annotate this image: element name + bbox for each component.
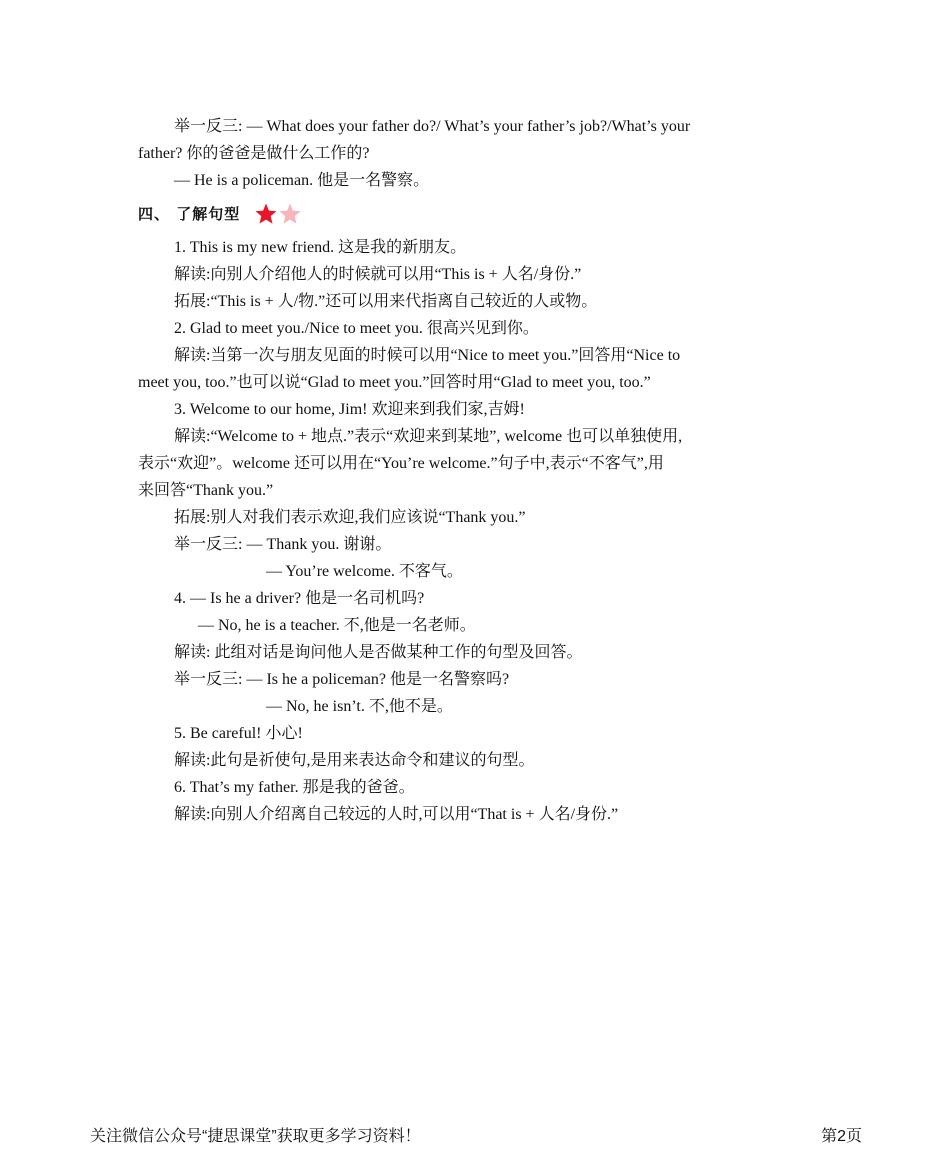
star-filled-icon bbox=[254, 202, 278, 226]
text-line: father? 你的爸爸是做什么工作的? bbox=[138, 145, 370, 162]
text-line: 举一反三: — What does your father do?/ What’s your father’s job?/What’s your bbox=[174, 118, 691, 135]
text-line: — No, he is a teacher. 不,他是一名老师。 bbox=[198, 617, 476, 634]
text-line: 来回答“Thank you.” bbox=[138, 482, 274, 499]
page-footer bbox=[90, 1125, 862, 1149]
text-line: — No, he isn’t. 不,他不是。 bbox=[266, 698, 453, 715]
text-line: 1. This is my new friend. 这是我的新朋友。 bbox=[174, 239, 467, 256]
text-line: 4. — Is he a driver? 他是一名司机吗? bbox=[174, 590, 425, 607]
text-line: 拓展:“This is + 人/物.”还可以用来代指离自己较近的人或物。 bbox=[174, 293, 598, 310]
text-line: 3. Welcome to our home, Jim! 欢迎来到我们家,吉姆! bbox=[174, 401, 525, 418]
text-line: 表示“欢迎”。welcome 还可以用在“You’re welcome.”句子中,表示“不客气”,用 bbox=[138, 455, 664, 472]
text-line: 解读:向别人介绍他人的时候就可以用“This is + 人名/身份.” bbox=[174, 266, 582, 283]
section-heading-text: 四、 了解句型 bbox=[138, 205, 241, 223]
text-line: 解读: 此组对话是询问他人是否做某种工作的句型及回答。 bbox=[174, 644, 583, 661]
text-line: meet you, too.”也可以说“Glad to meet you.”回答时用“Glad to meet you, too.” bbox=[138, 374, 651, 391]
text-line: 解读:向别人介绍离自己较远的人时,可以用“That is + 人名/身份.” bbox=[174, 806, 619, 823]
page-number: 第2页 bbox=[821, 1128, 862, 1145]
text-line: 5. Be careful! 小心! bbox=[174, 725, 303, 742]
text-line: 解读:当第一次与朋友见面的时候可以用“Nice to meet you.”回答用“Nice to bbox=[174, 347, 681, 364]
page-content bbox=[138, 113, 818, 828]
text-line: 举一反三: — Thank you. 谢谢。 bbox=[174, 536, 392, 553]
text-line: 6. That’s my father. 那是我的爸爸。 bbox=[174, 779, 415, 796]
footer-promo-text: 关注微信公众号“捷思课堂”获取更多学习资料！ bbox=[90, 1128, 421, 1145]
text-line: 举一反三: — Is he a policeman? 他是一名警察吗? bbox=[174, 671, 510, 688]
text-line: — He is a policeman. 他是一名警察。 bbox=[174, 172, 430, 189]
difficulty-rating bbox=[254, 202, 302, 226]
section-heading bbox=[138, 194, 818, 234]
text-line: 拓展:别人对我们表示欢迎,我们应该说“Thank you.” bbox=[174, 509, 526, 526]
text-line: 2. Glad to meet you./Nice to meet you. 很高兴见到你。 bbox=[174, 320, 539, 337]
text-line: 解读:此句是祈使句,是用来表达命令和建议的句型。 bbox=[174, 752, 535, 769]
text-line: 解读:“Welcome to + 地点.”表示“欢迎来到某地”, welcome 也可以单独使用, bbox=[174, 428, 683, 445]
text-line: — You’re welcome. 不客气。 bbox=[266, 563, 463, 580]
star-faded-icon bbox=[278, 202, 302, 226]
